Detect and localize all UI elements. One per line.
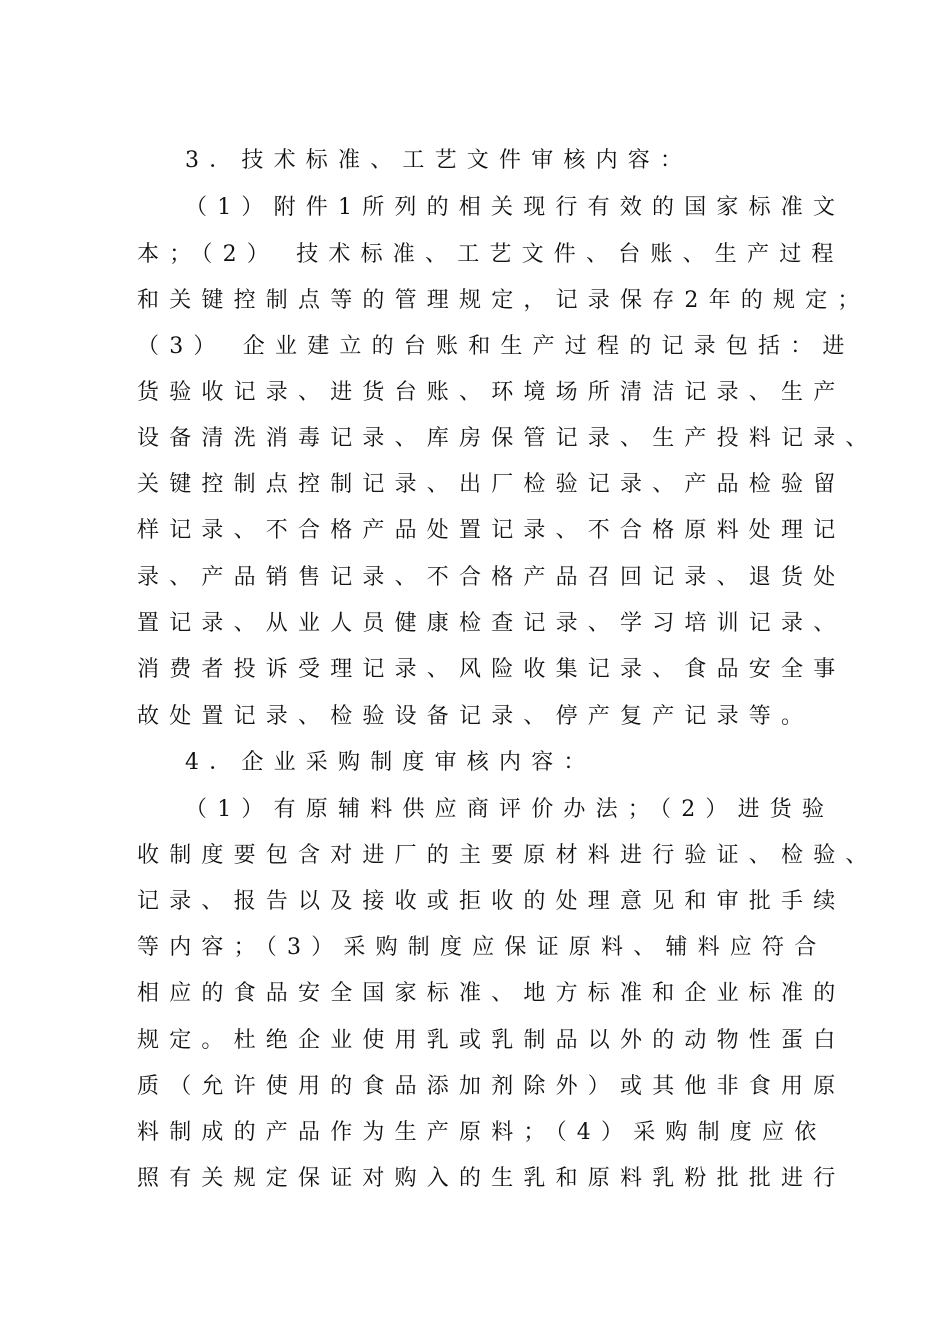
paragraph-line: 故处置记录、检验设备记录、停产复产记录等。 [137, 704, 814, 729]
paragraph-line: 规定。杜绝企业使用乳或乳制品以外的动物性蛋白 [137, 1028, 846, 1053]
paragraph-line: 消费者投诉受理记录、风险收集记录、食品安全事 [137, 657, 846, 682]
paragraph-line: 设备清洗消毒记录、库房保管记录、生产投料记录、 [137, 426, 878, 451]
paragraph-line: 相应的食品安全国家标准、地方标准和企业标准的 [137, 981, 846, 1006]
paragraph-line: 货验收记录、进货台账、环境场所清洁记录、生产 [137, 380, 846, 405]
paragraph-line: 收制度要包含对进厂的主要原材料进行验证、检验、 [137, 843, 878, 868]
paragraph-line: 关键控制点控制记录、出厂检验记录、产品检验留 [137, 472, 846, 497]
paragraph-line: 和关键控制点等的管理规定，记录保存2年的规定； [137, 288, 870, 313]
paragraph-line: （1）有原辅料供应商评价办法；（2）进货验 [185, 797, 835, 822]
paragraph-line: （1）附件1所列的相关现行有效的国家标准文 [185, 195, 846, 220]
paragraph-line: （3） 企业建立的台账和生产过程的记录包括：进 [137, 334, 855, 359]
section-4-heading: 4．企业采购制度审核内容： [185, 750, 596, 775]
paragraph-line: 质（允许使用的食品添加剂除外）或其他非食用原 [137, 1074, 846, 1099]
paragraph-line: 料制成的产品作为生产原料；（4）采购制度应依 [137, 1120, 827, 1145]
paragraph-line: 照有关规定保证对购入的生乳和原料乳粉批批进行 [137, 1166, 846, 1191]
paragraph-line: 置记录、从业人员健康检查记录、学习培训记录、 [137, 611, 846, 636]
paragraph-line: 本；（2） 技术标准、工艺文件、台账、生产过程 [137, 242, 844, 267]
paragraph-line: 等内容；（3）采购制度应保证原料、辅料应符合 [137, 935, 827, 960]
section-3-heading: 3．技术标准、工艺文件审核内容： [185, 148, 693, 173]
paragraph-line: 记录、报告以及接收或拒收的处理意见和审批手续 [137, 889, 846, 914]
paragraph-line: 录、产品销售记录、不合格产品召回记录、退货处 [137, 565, 846, 590]
paragraph-line: 样记录、不合格产品处置记录、不合格原料处理记 [137, 518, 846, 543]
